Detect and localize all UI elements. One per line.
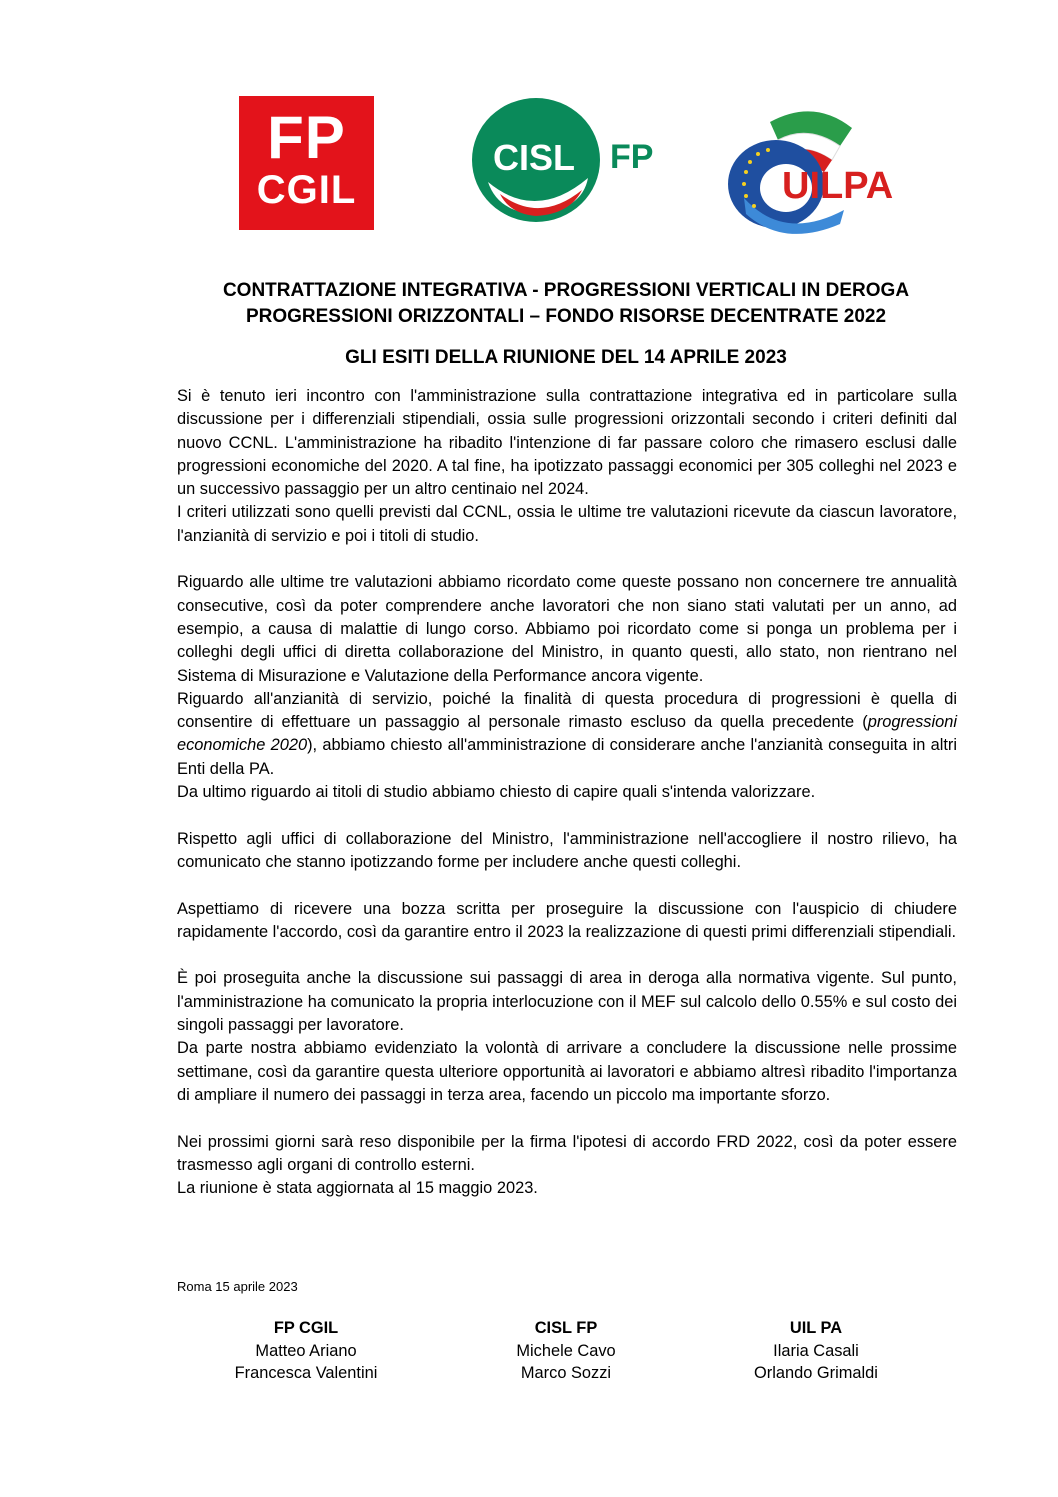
fp-cgil-logo: FP CGIL (239, 96, 374, 230)
signature-name: Ilaria Casali (773, 1341, 859, 1360)
paragraph-3: Riguardo alle ultime tre valutazioni abbiamo ricordato come queste possano non concernere tre annualità consecutive, così da poter comprendere anche lavoratori che non siano stati valutati per un anno, ad esempio, a causa di malattie di lungo corso. Abbiamo poi ricordato come si ponga un problema per i colleghi degli uffici di diretta collaborazione del Ministro, in quanto questi, allo stato, non rientrano nel Sistema di Misurazione e Valutazione della Performance ancora vigente. (177, 573, 957, 685)
paragraph-9: Da parte nostra abbiamo evidenziato la volontà di arrivare a concludere la discussione nelle prossime settimane, così da garantire questa ulteriore opportunità ai lavoratori e abbiamo altresì ribadito l'importanza di ampliare il numero dei passaggi in terza area, facendo un piccolo ma importante sforzo. (177, 1039, 957, 1104)
signature-name: Orlando Grimaldi (754, 1364, 878, 1382)
document-subtitle: GLI ESITI DELLA RIUNIONE DEL 14 APRILE 2023 (345, 347, 787, 368)
paragraph-7: Aspettiamo di ricevere una bozza scritta per proseguire la discussione con l'auspicio di chiudere rapidamente l'accordo, così da garantire entro il 2023 la realizzazione di questi primi differenziali stipendiali. (177, 899, 957, 941)
signature-name: Francesca Valentini (234, 1364, 378, 1382)
document-title-line2: PROGRESSIONI ORIZZONTALI – FONDO RISORSE DECENTRATE 2022 (245, 306, 887, 327)
cisl-fp-logo-graphic (470, 90, 670, 230)
document-date: Roma 15 aprile 2023 (177, 1279, 298, 1294)
paragraph-4: Riguardo all'anzianità di servizio, poiché la finalità di questa procedura di progressioni è quella di consentire di effettuare un passaggio al personale rimasto escluso da quella precedente (progressioni economiche 2020), abbiamo chiesto all'amministrazione di considerare anche l'anzianità conseguita in altri Enti della PA. (177, 689, 957, 778)
uil-pa-logo-graphic (724, 102, 928, 236)
paragraph-2: I criteri utilizzati sono quelli previsti dal CCNL, ossia le ultime tre valutazioni ricevute da ciascun lavoratore, l'anzianità di servizio e poi i titoli di studio. (177, 503, 957, 545)
uilpa-word: UILPA (782, 165, 894, 207)
document-body (177, 385, 957, 1200)
paragraph-11: La riunione è stata aggiornata al 15 maggio 2023. (177, 1179, 538, 1198)
signature-org: CISL FP (534, 1319, 598, 1337)
signature-name: Marco Sozzi (520, 1364, 612, 1382)
fp-word: FP (610, 138, 654, 176)
paragraph-6: Rispetto agli uffici di collaborazione del Ministro, l'amministrazione nell'accogliere il nostro rilievo, ha comunicato che stanno ipotizzando forme per includere anche questi colleghi. (177, 829, 957, 871)
signature-org: FP CGIL (273, 1319, 339, 1337)
header-logos (0, 90, 1058, 240)
signature-fp-cgil (196, 1317, 416, 1385)
paragraph-10: Nei prossimi giorni sarà reso disponibile per la firma l'ipotesi di accordo FRD 2022, così da poter essere trasmesso agli organi di controllo esterni. (177, 1132, 957, 1174)
cisl-word: CISL (492, 137, 576, 178)
paragraph-8: È poi proseguita anche la discussione sui passaggi di area in deroga alla normativa vigente. Sul punto, l'amministrazione ha comunicato la propria interlocuzione con il MEF sul calcolo dello 0.55% e sul costo dei singoli passaggi per lavoratore. (177, 969, 957, 1035)
signature-uil-pa (706, 1317, 926, 1385)
uil-pa-logo (724, 102, 928, 236)
paragraph-5: Da ultimo riguardo ai titoli di studio abbiamo chiesto di capire quali s'intenda valorizzare. (177, 783, 816, 802)
signature-name: Michele Cavo (516, 1341, 616, 1360)
document-title-line1: CONTRATTAZIONE INTEGRATIVA - PROGRESSIONI VERTICALI IN DEROGA (222, 280, 910, 301)
paragraph-1: Si è tenuto ieri incontro con l'amministrazione sulla contrattazione integrativa ed in particolare sulla discussione per i differenziali stipendiali, ossia sulle progressioni orizzontali secondo i criteri definiti dal nuovo CCNL. L'amministrazione ha ribadito l'intenzione di far passare coloro che rimasero esclusi dalle progressioni economiche del 2020. A tal fine, ha ipotizzato passaggi economici per 305 colleghi nel 2023 e un successivo passaggio per un altro centinaio nel 2024. (177, 387, 957, 499)
italic-reference: progressioni economiche 2020 (177, 713, 957, 755)
signature-name: Matteo Ariano (255, 1341, 357, 1360)
signature-cisl-fp (456, 1317, 676, 1385)
cisl-fp-logo (470, 90, 670, 230)
signature-org: UIL PA (789, 1319, 843, 1337)
